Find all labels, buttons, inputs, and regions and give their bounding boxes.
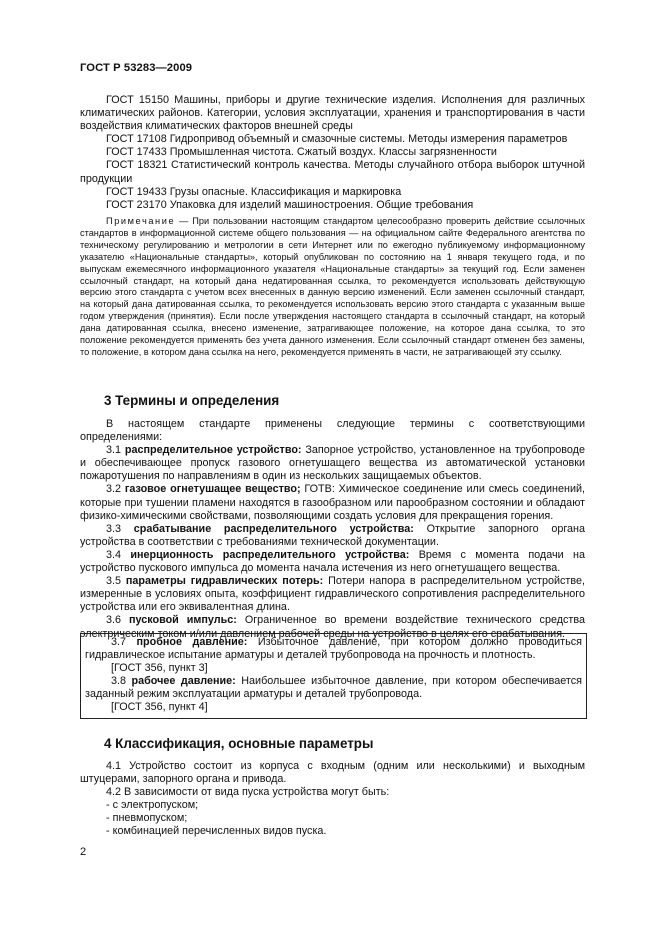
- term-definition: 3.5 параметры гидравлических потерь: Потери напора в распределительном устройстве, измеренные в условиях опыта, коэффициент гидравлического сопротивления распределительного устройства или его эквивалентная длина.: [80, 575, 585, 614]
- section-4-body: [80, 760, 585, 839]
- term-name: распределительное устройство:: [124, 444, 302, 457]
- term-name: инерционность распределительного устройства:: [130, 548, 410, 561]
- term-definition: 3.7 пробное давление: Избыточное давление, при котором должно проводиться гидравлическое испытание арматуры и деталей трубопровода на прочность и плотность.: [85, 636, 582, 662]
- boxed-terms: [80, 633, 587, 719]
- list-item: - с электропуском;: [106, 799, 199, 812]
- reference-item: ГОСТ 23170 Упаковка для изделий машиностроения. Общие требования: [106, 198, 474, 211]
- clause: 4.1 Устройство состоит из корпуса с входным (одним или несколькими) и выходным штуцерами, запорного органа и привода.: [80, 760, 585, 786]
- page-number: 2: [80, 846, 87, 858]
- document-header: ГОСТ Р 53283—2009: [80, 62, 193, 74]
- reference-item: ГОСТ 17108 Гидропривод объемный и смазочные системы. Методы измерения параметров: [106, 133, 568, 146]
- normative-references: [80, 94, 585, 212]
- reference-item: ГОСТ 19433 Грузы опасные. Классификация и маркировка: [106, 185, 402, 198]
- note-block: [80, 216, 585, 359]
- list-item: - пневмопуском;: [106, 812, 188, 825]
- reference-item: ГОСТ 18321 Статистический контроль качества. Методы случайного отбора выборок штучной продукции: [80, 159, 585, 185]
- term-definition: 3.4 инерционность распределительного устройства: Время с момента подачи на устройство пускового импульса до момента начала истечения из него огнетушащего вещества.: [80, 548, 585, 575]
- term-definition: 3.2 газовое огнетушащее вещество; ГОТВ: Химическое соединение или смесь соединений, которые при тушении пламени находятся в газообразном или парообразном состоянии и обладают физико-химическими свойствами, позволяющими создать условия для прекращения горения.: [80, 483, 586, 522]
- term-name: рабочее давление:: [131, 675, 236, 688]
- section-3-body: [80, 418, 585, 641]
- term-definition: 3.3 срабатывание распределительного устройства: Открытие запорного органа устройства в соответствии с требованиями технической документации.: [80, 522, 586, 548]
- note-text: — При пользовании настоящим стандартом целесообразно проверить действие ссылочных стандартов в информационной системе общего пользования — на официальном сайте Федерального агентства по техническому регулированию и метрологии в сети Интернет или по ежегодно публикуемому информационному указателю «Национальные стандарты», который опубликован по состоянию на 1 января текущего года, и по выпускам ежемесячного информационного указателя «Национальные стандарты» за текущий год. Если заменен ссылочный стандарт, на который дана недатированная ссылка, то рекомендуется использовать действующую версию этого стандарта с учетом всех внесенных в данную версию изменений. Если заменен ссылочный стандарт, на который дана датированная ссылка, то рекомендуется использовать версию этого стандарта с указанным выше годом утверждения (принятия). Если после утверждения настоящего стандарта в ссылочный стандарт, на который дана датированная ссылка, внесено изменение, затрагивающее положение, на которое дана ссылка, то это положение рекомендуется применять без учета данного изменения. Если ссылочный стандарт отменен без замены, то положение, в котором дана ссылка на него, рекомендуется применять в части, не затрагивающей эту ссылку.: [80, 216, 585, 357]
- term-definition: 3.6 пусковой импульс: Ограниченное во времени воздействие технического средства электрическим током и/или давлением рабочей среды на устройство в целях его срабатывания.: [80, 614, 585, 640]
- section-3-intro: В настоящем стандарте применены следующие термины с соответствующими определениями:: [80, 418, 585, 444]
- term-name: газовое огнетушащее вещество;: [124, 483, 301, 496]
- term-name: пусковой импульс:: [128, 614, 237, 627]
- note-paragraph: [80, 216, 585, 359]
- term-source: [ГОСТ 356, пункт 3]: [111, 662, 208, 675]
- term-name: срабатывание распределительного устройства:: [133, 522, 414, 535]
- reference-item: ГОСТ 15150 Машины, приборы и другие технические изделия. Исполнения для различных климатических районов. Категории, условия эксплуатации, хранения и транспортирования в части воздействия климатических факторов внешней среды: [80, 94, 585, 133]
- term-definition: 3.8 рабочее давление: Наибольшее избыточное давление, при котором обеспечивается заданный режим эксплуатации арматуры и деталей трубопровода.: [85, 675, 582, 701]
- note-label: Примечание: [106, 216, 176, 226]
- section-3-title: 3 Термины и определения: [104, 393, 280, 408]
- clause: 4.2 В зависимости от вида пуска устройства могут быть:: [106, 786, 390, 799]
- reference-item: ГОСТ 17433 Промышленная чистота. Сжатый воздух. Классы загрязненности: [106, 146, 497, 159]
- term-name: параметры гидравлических потерь:: [125, 575, 324, 588]
- term-definition: 3.1 распределительное устройство: Запорное устройство, установленное на трубопроводе и обеспечивающее пропуск газового огнетушащего вещества из автоматической установки пожаротушения по направлениям в один из нескольких защищаемых объектов.: [80, 444, 585, 483]
- section-4-title: 4 Классификация, основные параметры: [104, 736, 374, 751]
- term-name: пробное давление:: [136, 636, 248, 648]
- list-item: - комбинацией перечисленных видов пуска.: [106, 825, 327, 838]
- term-source: [ГОСТ 356, пункт 4]: [111, 701, 208, 714]
